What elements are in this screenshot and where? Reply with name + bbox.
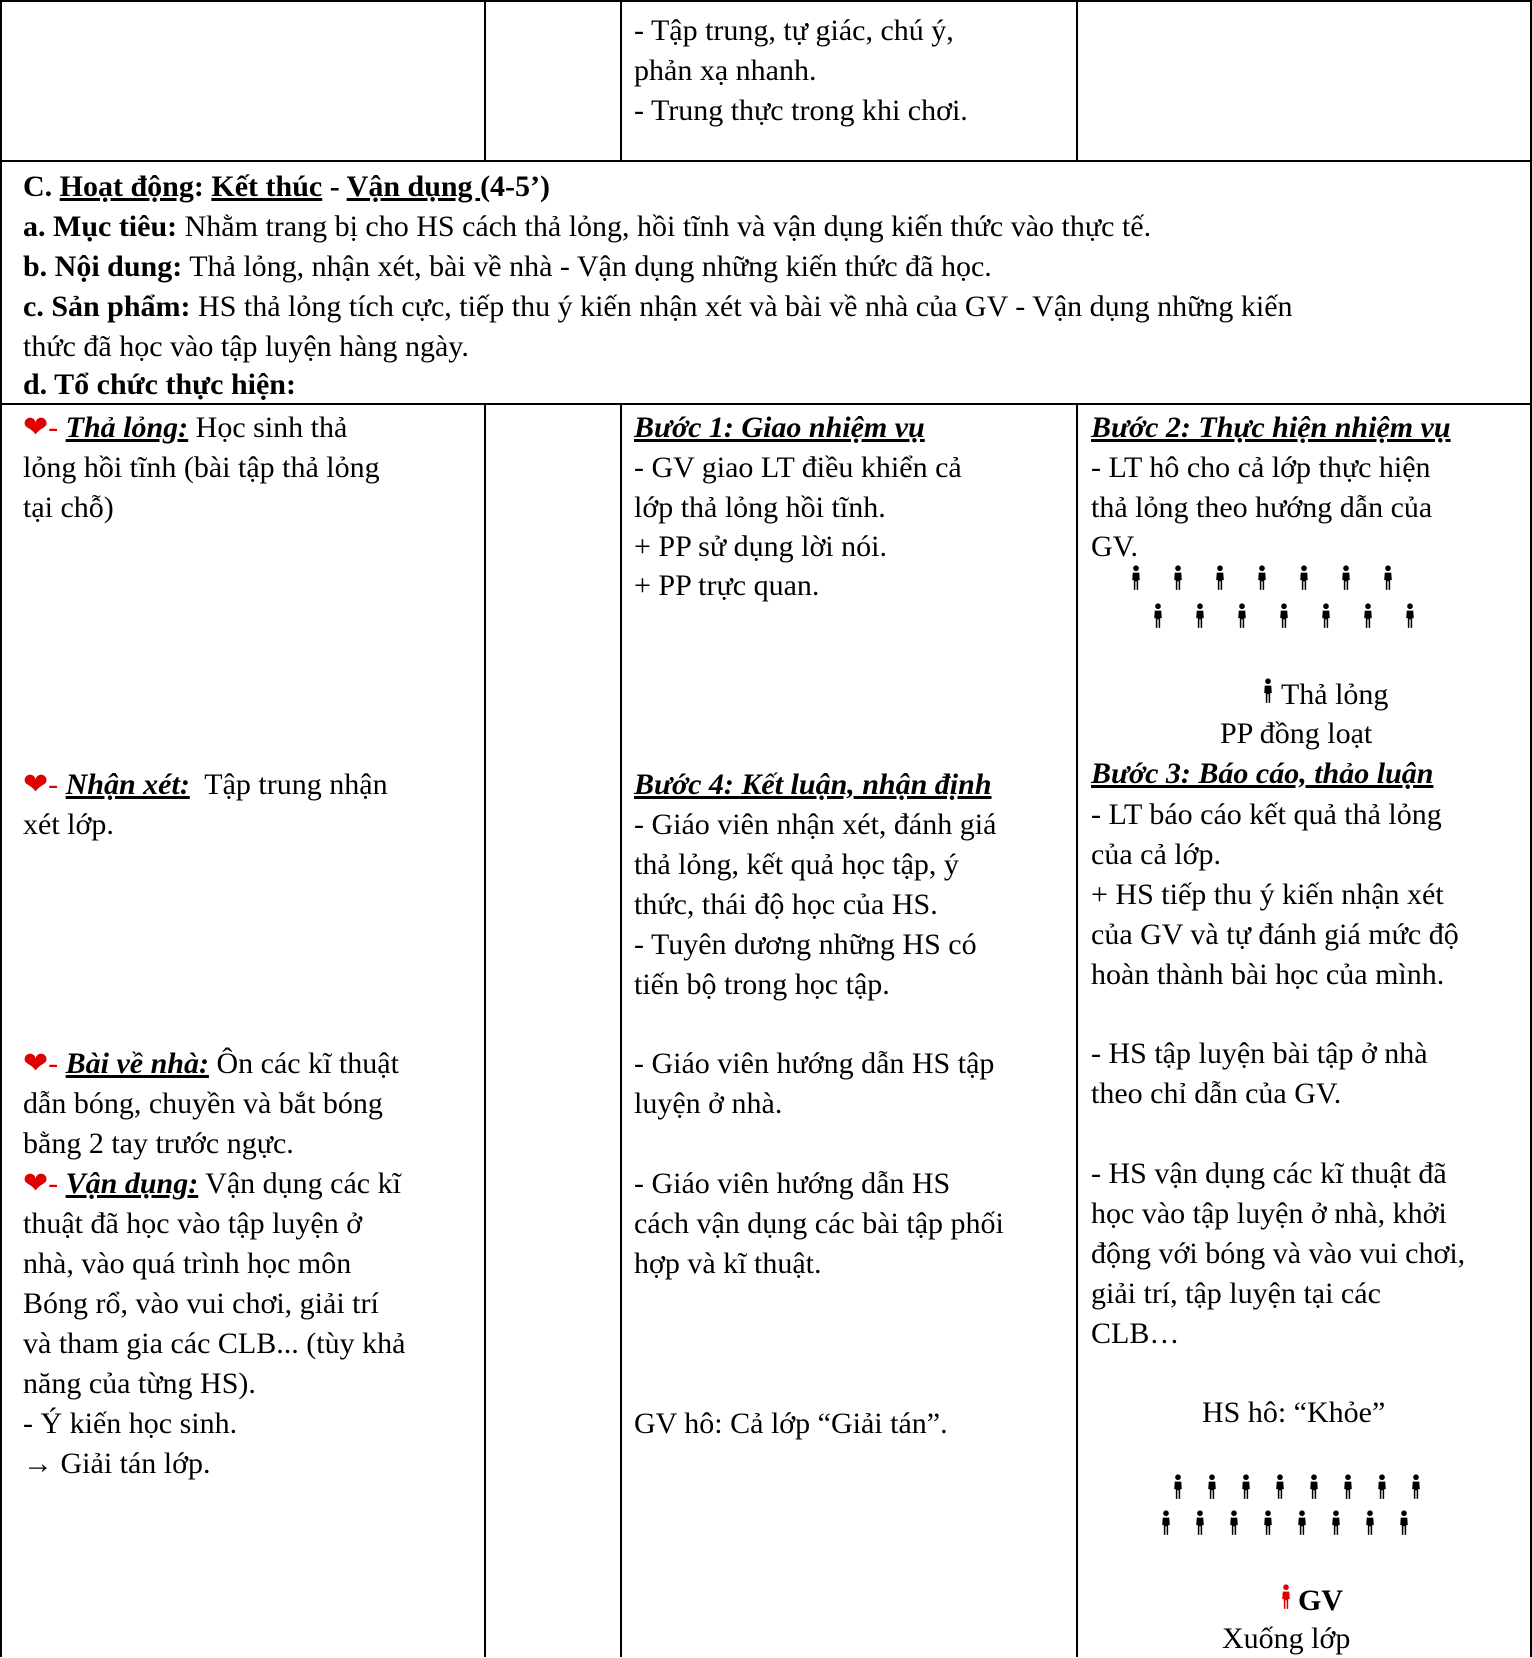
person-icon xyxy=(1236,603,1248,629)
top-row-line: phản xạ nhanh. xyxy=(634,54,817,87)
method-caption: PP đồng loạt xyxy=(1220,717,1373,750)
person-icon xyxy=(1160,1510,1172,1536)
person-icon xyxy=(1382,565,1394,591)
col-divider xyxy=(484,0,486,162)
person-icon xyxy=(1262,1510,1274,1536)
person-icon xyxy=(1206,1474,1218,1500)
text-line: + PP trực quan. xyxy=(634,569,820,602)
text-line: + PP sử dụng lời nói. xyxy=(634,530,887,563)
person-icon xyxy=(1342,1474,1354,1500)
person-icon xyxy=(1152,603,1164,629)
nhan-xet-item: ❤- Nhận xét: Tập trung nhận xyxy=(23,768,388,801)
tha-long-caption: Thả lỏng xyxy=(1262,676,1388,714)
person-icon xyxy=(1228,1510,1240,1536)
text-line: của cả lớp. xyxy=(1091,838,1221,871)
text-line: hoàn thành bài học của mình. xyxy=(1091,958,1445,991)
person-icon xyxy=(1296,1510,1308,1536)
text-line: thức, thái độ học của HS. xyxy=(634,888,938,921)
row-divider xyxy=(0,160,1532,162)
person-icon xyxy=(1404,603,1416,629)
person-icon xyxy=(1376,1474,1388,1500)
top-row-line: - Tập trung, tự giác, chú ý, xyxy=(634,14,954,47)
text-line: GV. xyxy=(1091,530,1138,563)
text-line: theo chỉ dẫn của GV. xyxy=(1091,1077,1342,1110)
text-line: cách vận dụng các bài tập phối xyxy=(634,1207,1004,1240)
text-line: giải trí, tập luyện tại các xyxy=(1091,1277,1381,1310)
text-line: - Giáo viên hướng dẫn HS tập xyxy=(634,1047,995,1080)
table-border-left xyxy=(0,0,2,1657)
text-line: hợp và kĩ thuật. xyxy=(634,1247,822,1280)
person-icon xyxy=(1364,1510,1376,1536)
heart-icon: ❤ xyxy=(23,1167,49,1200)
step-4-title: Bước 4: Kết luận, nhận định xyxy=(634,768,992,801)
person-icon xyxy=(1340,565,1352,591)
person-icon xyxy=(1228,1510,1240,1536)
person-icon xyxy=(1362,603,1374,629)
person-icon xyxy=(1298,565,1310,591)
col-divider xyxy=(620,403,622,1657)
step-2-title: Bước 2: Thực hiện nhiệm vụ xyxy=(1091,411,1451,444)
organization-label: d. Tổ chức thực hiện: xyxy=(23,368,296,401)
text-line: tiến bộ trong học tập. xyxy=(634,968,890,1001)
person-icon xyxy=(1330,1510,1342,1536)
col-divider xyxy=(1076,403,1078,1657)
person-icon xyxy=(1236,603,1248,629)
person-icon xyxy=(1206,1474,1218,1500)
person-icon xyxy=(1160,1510,1172,1536)
section-heading: C. Hoạt động: Kết thúc - Vận dụng (4-5’) xyxy=(23,170,551,203)
person-icon xyxy=(1274,1474,1286,1500)
dismiss-command: GV hô: Cả lớp “Giải tán”. xyxy=(634,1407,948,1440)
person-icon xyxy=(1152,603,1164,629)
text-line: - LT báo cáo kết quả thả lỏng xyxy=(1091,798,1442,831)
person-icon xyxy=(1308,1474,1320,1500)
person-icon xyxy=(1214,565,1226,591)
person-icon xyxy=(1194,1510,1206,1536)
person-icon xyxy=(1256,565,1268,591)
person-icon xyxy=(1172,565,1184,591)
text-line: dẫn bóng, chuyền và bắt bóng xyxy=(23,1087,383,1120)
person-icon xyxy=(1256,565,1268,591)
person-icon xyxy=(1194,603,1206,629)
text-line: và tham gia các CLB... (tùy khả xyxy=(23,1327,406,1360)
person-icon xyxy=(1298,565,1310,591)
text-line: - HS vận dụng các kĩ thuật đã xyxy=(1091,1157,1447,1190)
person-icon xyxy=(1280,1584,1292,1610)
text-line: thuật đã học vào tập luyện ở xyxy=(23,1207,363,1240)
text-line: xét lớp. xyxy=(23,808,114,841)
text-line: thả lỏng theo hướng dẫn của xyxy=(1091,491,1433,524)
end-class-caption: Xuống lớp xyxy=(1222,1622,1351,1655)
text-line: tại chỗ) xyxy=(23,491,114,524)
person-icon xyxy=(1410,1474,1422,1500)
person-icon xyxy=(1172,1474,1184,1500)
product-line-2: thức đã học vào tập luyện hàng ngày. xyxy=(23,330,469,363)
col-divider xyxy=(620,0,622,162)
table-border-top xyxy=(0,0,1532,2)
person-icon xyxy=(1340,565,1352,591)
content-line: b. Nội dung: Thả lỏng, nhận xét, bài về nhà - Vận dụng những kiến thức đã học. xyxy=(23,250,992,283)
teacher-label: GV xyxy=(1280,1582,1343,1620)
person-icon xyxy=(1262,676,1274,714)
person-icon xyxy=(1296,1510,1308,1536)
person-icon xyxy=(1278,603,1290,629)
person-icon xyxy=(1240,1474,1252,1500)
text-line: + HS tiếp thu ý kiến nhận xét xyxy=(1091,878,1444,911)
person-icon xyxy=(1320,603,1332,629)
col-divider xyxy=(484,403,486,1657)
text-line: - Giáo viên hướng dẫn HS xyxy=(634,1167,951,1200)
person-icon xyxy=(1130,565,1142,591)
person-icon xyxy=(1274,1474,1286,1500)
text-line: - HS tập luyện bài tập ở nhà xyxy=(1091,1037,1428,1070)
text-line: lớp thả lỏng hồi tĩnh. xyxy=(634,491,886,524)
text-line: nhà, vào quá trình học môn xyxy=(23,1247,352,1280)
step-3-title: Bước 3: Báo cáo, thảo luận xyxy=(1091,757,1434,790)
text-line: - LT hô cho cả lớp thực hiện xyxy=(1091,451,1431,484)
person-icon xyxy=(1330,1510,1342,1536)
person-icon xyxy=(1240,1474,1252,1500)
step-1-title: Bước 1: Giao nhiệm vụ xyxy=(634,411,925,444)
person-icon xyxy=(1214,565,1226,591)
text-line: học vào tập luyện ở nhà, khởi xyxy=(1091,1197,1447,1230)
text-line: CLB… xyxy=(1091,1317,1180,1350)
text-line: Bóng rổ, vào vui chơi, giải trí xyxy=(23,1287,379,1320)
heart-icon: ❤ xyxy=(23,411,49,444)
person-icon xyxy=(1194,603,1206,629)
person-icon xyxy=(1376,1474,1388,1500)
person-icon xyxy=(1308,1474,1320,1500)
col-divider xyxy=(1076,0,1078,162)
person-icon xyxy=(1342,1474,1354,1500)
tha-long-item: ❤- Thả lỏng: Học sinh thả xyxy=(23,411,348,444)
person-icon xyxy=(1262,678,1274,704)
text-line: năng của từng HS). xyxy=(23,1367,256,1400)
objective-line: a. Mục tiêu: Nhằm trang bị cho HS cách thả lỏng, hồi tĩnh và vận dụng kiến thức vào thực tế. xyxy=(23,210,1152,243)
person-icon xyxy=(1130,565,1142,591)
van-dung-item: ❤- Vận dụng: Vận dụng các kĩ xyxy=(23,1167,401,1200)
text-line: thả lỏng, kết quả học tập, ý xyxy=(634,848,959,881)
heart-icon: ❤ xyxy=(23,768,49,801)
student-call: HS hô: “Khỏe” xyxy=(1202,1396,1386,1429)
student-opinion: - Ý kiến học sinh. xyxy=(23,1407,238,1440)
heart-icon: ❤ xyxy=(23,1047,49,1080)
product-line: c. Sản phẩm: HS thả lỏng tích cực, tiếp thu ý kiến nhận xét và bài về nhà của GV - Vận dụng những kiến xyxy=(23,290,1293,323)
person-icon xyxy=(1410,1474,1422,1500)
person-icon xyxy=(1320,603,1332,629)
person-icon xyxy=(1364,1510,1376,1536)
person-icon xyxy=(1262,1510,1274,1536)
top-row-line: - Trung thực trong khi chơi. xyxy=(634,94,968,127)
person-icon xyxy=(1172,1474,1184,1500)
text-line: - Giáo viên nhận xét, đánh giá xyxy=(634,808,997,841)
text-line: lỏng hồi tĩnh (bài tập thả lỏng xyxy=(23,451,380,484)
text-line: của GV và tự đánh giá mức độ xyxy=(1091,918,1459,951)
dismiss-class: → Giải tán lớp. xyxy=(23,1447,211,1480)
person-icon xyxy=(1194,1510,1206,1536)
person-icon xyxy=(1278,603,1290,629)
bai-ve-nha-item: ❤- Bài về nhà: Ôn các kĩ thuật xyxy=(23,1047,399,1080)
text-line: - Tuyên dương những HS có xyxy=(634,928,977,961)
person-icon xyxy=(1398,1510,1410,1536)
person-icon xyxy=(1404,603,1416,629)
teacher-person-icon xyxy=(1280,1582,1292,1620)
student-formation-dismiss xyxy=(1160,1474,1430,1544)
text-line: bằng 2 tay trước ngực. xyxy=(23,1127,294,1160)
student-formation xyxy=(1120,565,1420,635)
text-line: - GV giao LT điều khiển cả xyxy=(634,451,962,484)
person-icon xyxy=(1172,565,1184,591)
text-line: động với bóng và vào vui chơi, xyxy=(1091,1237,1466,1270)
text-line: luyện ở nhà. xyxy=(634,1087,783,1120)
person-icon xyxy=(1382,565,1394,591)
person-icon xyxy=(1398,1510,1410,1536)
person-icon xyxy=(1362,603,1374,629)
